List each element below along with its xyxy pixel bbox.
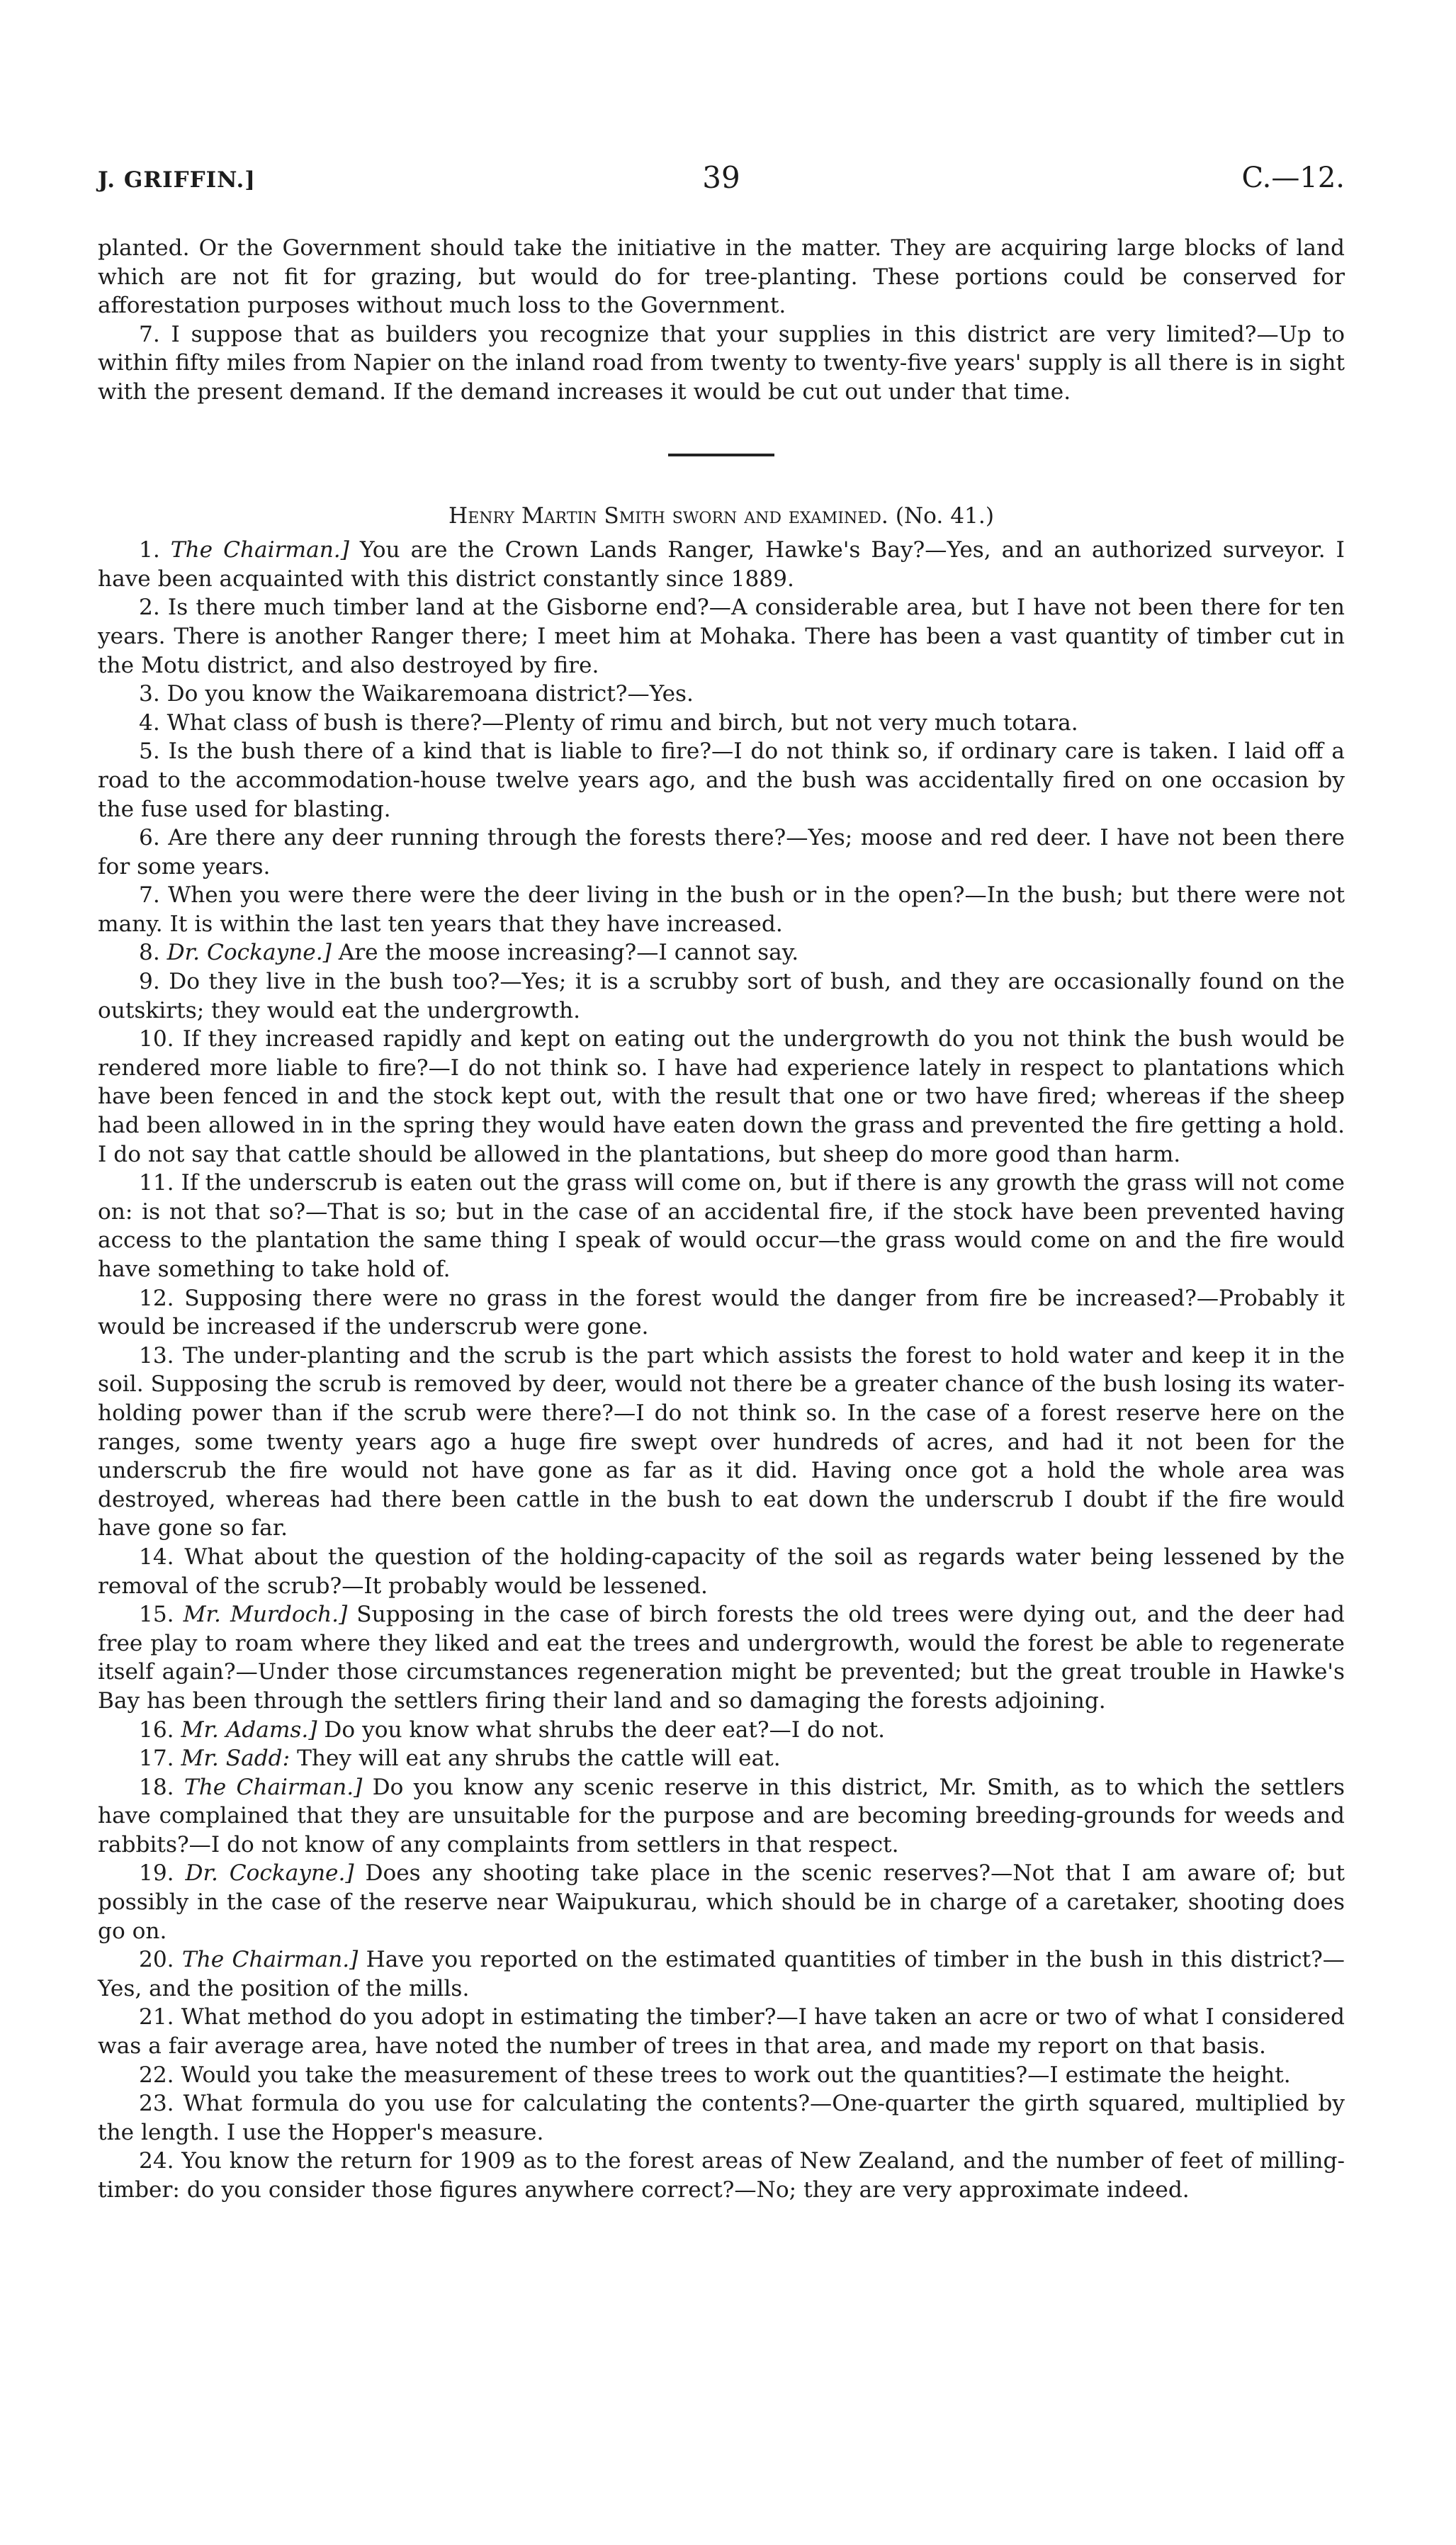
continuation-paragraph: planted. Or the Government should take the initiative in the matter. They are acquiring large blocks of land which are not fit for grazing, but would do for tree-planting. These portions could be conserved for afforestation purposes without much loss to the Government. xyxy=(98,235,1345,319)
question-number: 14. xyxy=(139,1544,185,1570)
speaker-name: Dr. Cockayne.] xyxy=(167,940,332,966)
question-answer xyxy=(98,1284,1345,1342)
page-number: 39 xyxy=(702,160,740,195)
testimony-text: Are the moose increasing?—I cannot say. xyxy=(331,940,799,966)
question-answer xyxy=(98,2061,1345,2090)
question-answer xyxy=(98,2003,1345,2060)
question-answer xyxy=(98,824,1345,881)
speaker-name: Mr. Murdoch.] xyxy=(183,1602,348,1628)
body-text xyxy=(98,234,1345,2205)
running-head-witness: J. GRIFFIN.] xyxy=(98,167,256,193)
question-answer xyxy=(98,536,1345,593)
question-number: 6. xyxy=(139,825,169,851)
question-answer xyxy=(98,737,1345,824)
question-number: 7. xyxy=(139,882,169,909)
testimony-text: You are the Crown Lands Ranger, Hawke's Bay?—Yes, and an authorized surveyor. I have been acquainted with this district constantly since 1889. xyxy=(98,537,1345,592)
question-answer xyxy=(98,1543,1345,1600)
testimony-text: The under-planting and the scrub is the part which assists the forest to hold water and keep it in the soil. Supposing the scrub is removed by deer, would not there be a greater chance of the bush losing its water-holding power than if the scrub were there?—I do not think so. In the case of a forest reserve here on the ranges, some twenty years ago a huge fire swept over hundreds of acres, and had it not been for the underscrub the fire would not have gone as far as it did. Having once got a hold the whole area was destroyed, whereas had there been cattle in the bush to eat down the underscrub I doubt if the fire would have gone so far. xyxy=(98,1342,1345,1541)
speaker-name: Mr. Adams.] xyxy=(181,1717,317,1743)
witness-heading xyxy=(98,502,1345,531)
question-answer xyxy=(98,1744,1345,1773)
testimony-text: Do you know what shrubs the deer eat?—I do not. xyxy=(317,1717,886,1743)
question-answer xyxy=(98,1945,1345,2003)
question-number: 3. xyxy=(139,681,167,707)
question-answer xyxy=(98,1169,1345,1283)
question-answer xyxy=(98,881,1345,938)
testimony-text: Do you know any scenic reserve in this district, Mr. Smith, as to which the settlers have complained that they are unsuitable for the purpose and are becoming breeding-grounds for weeds and rabbits?—I do not know of any complaints from settlers in that respect. xyxy=(98,1774,1345,1858)
question-number: 4. xyxy=(139,709,167,736)
question-number: 21. xyxy=(139,2004,181,2030)
testimony-text: You know the return for 1909 as to the forest areas of New Zealand, and the number of feet of milling-timber: do you consider those figures anywhere correct?—No; they are very approximate indeed. xyxy=(98,2148,1345,2203)
question-answer xyxy=(98,709,1345,738)
question-answer xyxy=(98,938,1345,967)
speaker-name: Dr. Cockayne.] xyxy=(185,1860,354,1887)
witness-number: (No. 41.) xyxy=(895,502,994,529)
witness-name: Henry Martin Smith xyxy=(448,502,665,529)
testimony-text: What class of bush is there?—Plenty of rimu and birch, but not very much totara. xyxy=(167,709,1078,736)
testimony-text: If the underscrub is eaten out the grass will come on, but if there is any growth the grass will not come on: is not that so?—That is so; but in the case of an accidental fire, if the stock have been prevented having access to the plantation the same thing I speak of would occur—the grass would come on and the fire would have something to take hold of. xyxy=(98,1170,1345,1282)
testimony-text: If they increased rapidly and kept on eating out the undergrowth do you not think the bush would be rendered more liable to fire?—I do not think so. I have had experience lately in respect to plantations which have been fenced in and the stock kept out, with the result that one or two have fired; whereas if the sheep had been allowed in in the spring they would have eaten down the grass and prevented the fire getting a hold. I do not say that cattle should be allowed in the plantations, but sheep do more good than harm. xyxy=(98,1026,1345,1167)
question-answer xyxy=(98,2147,1345,2204)
question-number: 2. xyxy=(139,595,168,621)
question-number: 20. xyxy=(139,1947,182,1973)
testimony-text: Does any shooting take place in the scenic reserves?—Not that I am aware of; but possibly in the case of the reserve near Waipukurau, which should be in charge of a caretaker, shooting does go on. xyxy=(98,1860,1345,1944)
testimony-text: Is there much timber land at the Gisborne end?—A considerable area, but I have not been there for ten years. There is another Ranger there; I meet him at Mohaka. There has been a vast quantity of timber cut in the Motu district, and also destroyed by fire. xyxy=(98,595,1345,678)
question-answer xyxy=(98,2089,1345,2147)
testimony-text: Do you know the Waikaremoana district?—Yes. xyxy=(167,681,694,707)
testimony-text: Supposing in the case of birch forests the old trees were dying out, and the deer had free play to roam where they liked and eat the trees and undergrowth, would the forest be able to regenerate itself again?—Under those circumstances regeneration might be prevented; but the great trouble in Hawke's Bay has been through the settlers firing their land and so damaging the forests adjoining. xyxy=(98,1602,1345,1714)
question-answer xyxy=(98,1716,1345,1745)
question-answer xyxy=(98,1773,1345,1860)
speaker-name: Mr. Sadd: xyxy=(181,1746,290,1772)
question-number: 19. xyxy=(139,1860,186,1887)
testimony-text: Do they live in the bush too?—Yes; it is a scrubby sort of bush, and they are occasionally found on the outskirts; they would eat the undergrowth. xyxy=(98,969,1345,1023)
question-answer xyxy=(98,593,1345,680)
question-number: 9. xyxy=(139,969,169,995)
question-number: 13. xyxy=(139,1342,183,1369)
testimony-text: What about the question of the holding-capacity of the soil as regards water being lessened by the removal of the scrub?—It probably would be lessened. xyxy=(98,1544,1345,1599)
witness-sworn: sworn and examined. xyxy=(665,502,896,529)
question-answer xyxy=(98,1600,1345,1715)
testimony-text: Would you take the measurement of these trees to work out the quantities?—I estimate the height. xyxy=(181,2062,1291,2088)
testimony-text: They will eat any shrubs the cattle will eat. xyxy=(290,1746,781,1772)
testimony-text: Have you reported on the estimated quantities of timber in the bush in this district?—Yes, and the position of the mills. xyxy=(98,1947,1345,2001)
document-reference: C.—12. xyxy=(1241,162,1345,194)
testimony-text: What method do you adopt in estimating the timber?—I have taken an acre or two of what I considered was a fair average area, have noted the number of trees in that area, and made my report on that basis. xyxy=(98,2004,1345,2060)
testimony-text: What formula do you use for calculating the contents?—One-quarter the girth squared, multiplied by the length. I use the Hopper's measure. xyxy=(98,2091,1345,2145)
speaker-name: The Chairman.] xyxy=(170,537,349,563)
question-number: 17. xyxy=(139,1746,181,1772)
question-number: 16. xyxy=(139,1717,181,1743)
question-number: 8. xyxy=(139,940,167,966)
speaker-name: The Chairman.] xyxy=(181,1947,359,1973)
question-number: 5. xyxy=(139,738,169,765)
question-number: 15. xyxy=(139,1602,184,1628)
testimony-text: Are there any deer running through the forests there?—Yes; moose and red deer. I have not been there for some years. xyxy=(98,825,1345,880)
section-divider xyxy=(668,454,774,456)
question-number: 24. xyxy=(139,2148,182,2174)
question-number: 22. xyxy=(139,2062,181,2088)
testimony-text: Is the bush there of a kind that is liable to fire?—I do not think so, if ordinary care is taken. I laid off a road to the accommodation-house twelve years ago, and the bush was accidentally fired on one occasion by the fuse used for blasting. xyxy=(98,738,1345,822)
question-answer xyxy=(98,680,1345,709)
testimony-list xyxy=(98,536,1345,2204)
question-number: 11. xyxy=(139,1170,181,1196)
question-answer xyxy=(98,1025,1345,1169)
testimony-text: Supposing there were no grass in the forest would the danger from fire be increased?—Probably it would be increased if the underscrub were gone. xyxy=(98,1285,1345,1340)
question-number: 18. xyxy=(139,1774,184,1800)
question-answer xyxy=(98,1342,1345,1543)
question-number: 23. xyxy=(139,2091,184,2117)
question-answer: 7. I suppose that as builders you recognize that your supplies in this district are very limited?—Up to within fifty miles from Napier on the inland road from twenty to twenty-five years' supply is all there is in sight with the present demand. If the demand increases it would be cut out under that time. xyxy=(98,321,1345,405)
question-answer xyxy=(98,967,1345,1025)
question-number: 12. xyxy=(139,1285,185,1311)
question-answer xyxy=(98,1859,1345,1945)
speaker-name: The Chairman.] xyxy=(184,1774,363,1800)
question-number: 1. xyxy=(139,537,171,563)
testimony-text: When you were there were the deer living in the bush or in the open?—In the bush; but there were not many. It is within the last ten years that they have increased. xyxy=(98,882,1345,937)
question-number: 10. xyxy=(139,1026,183,1052)
